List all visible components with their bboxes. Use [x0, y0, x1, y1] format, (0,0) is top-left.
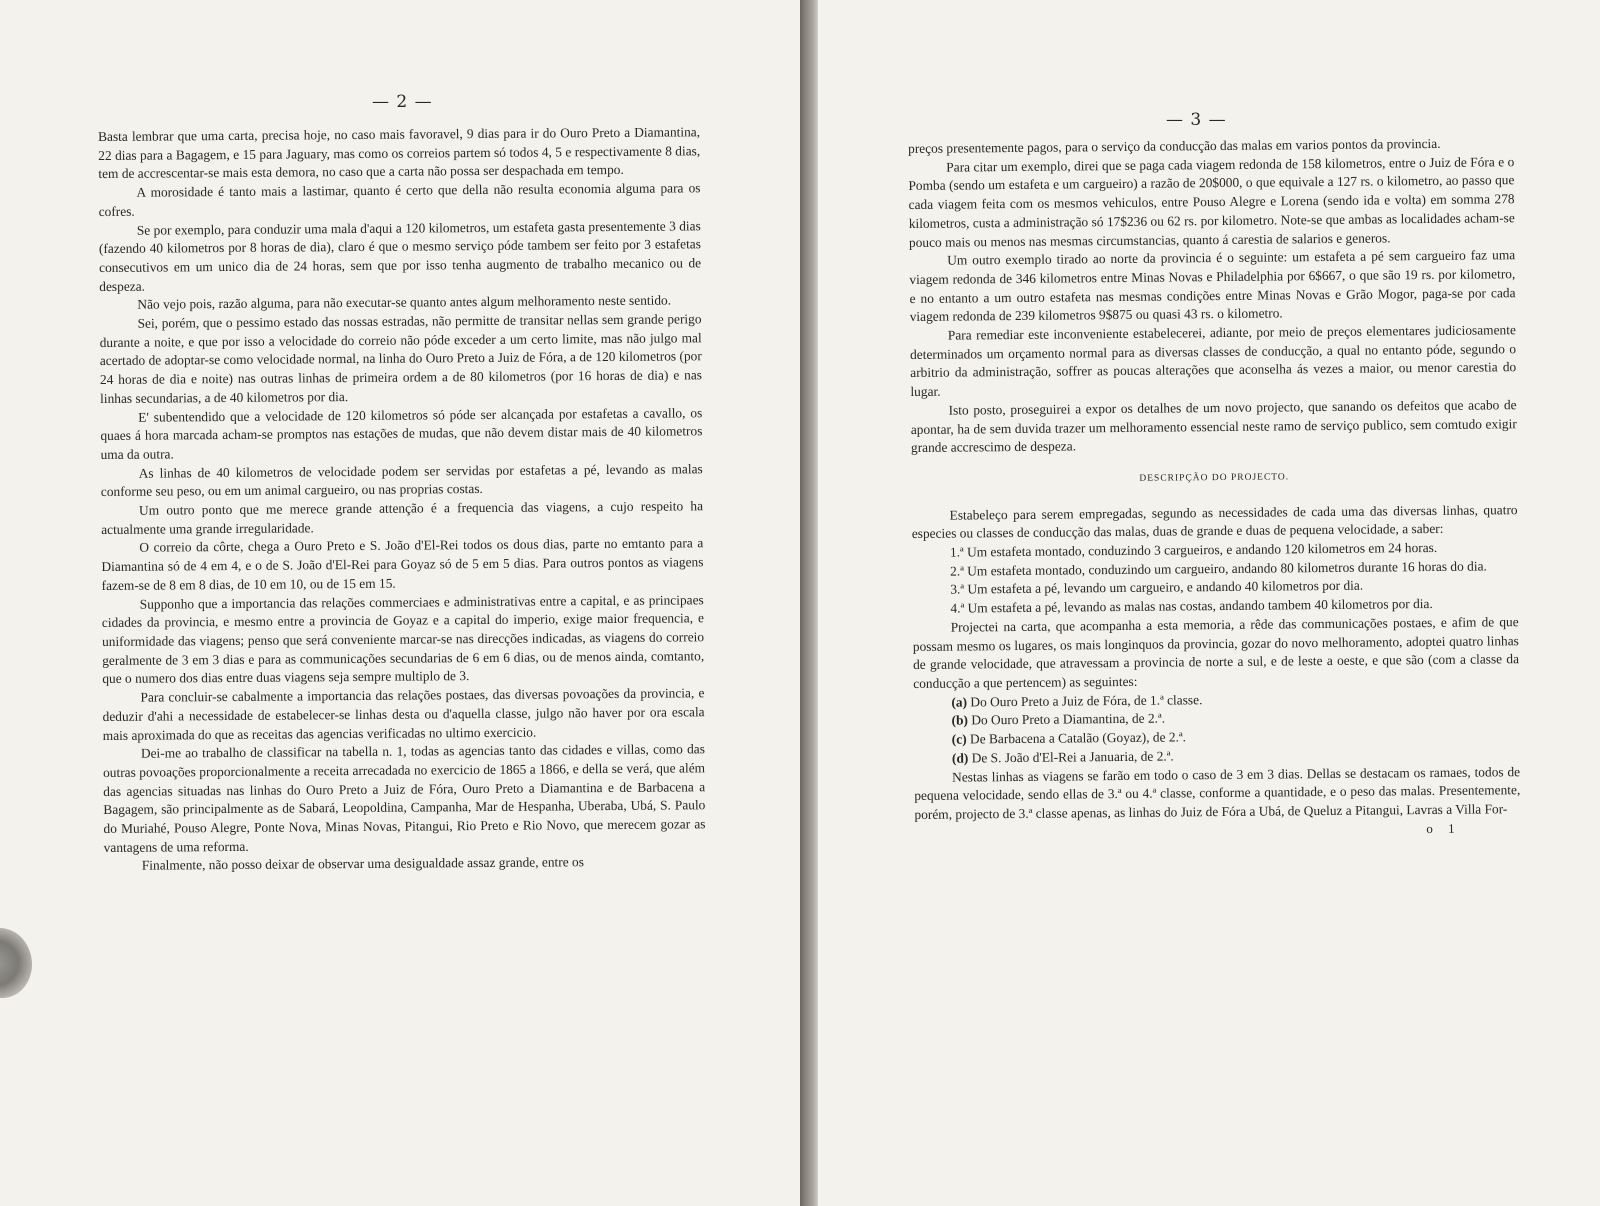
paper-damage-mark: [0, 928, 32, 998]
class-item: 1.ª Um estafeta montado, conduzindo 3 cargueiros, e andando 120 kilometros em 24 horas.: [949, 540, 1438, 560]
paragraph: A morosidade é tanto mais a lastimar, quanto é certo que della não resulta economia alguma para os cofres.: [98, 180, 701, 219]
left-page-text: [98, 123, 706, 876]
paragraph: Um outro ponto que me merece grande attenção é a frequencia das viagens, a cujo respeito ha actualmente uma grande irregularidade.: [101, 498, 704, 537]
section-heading: DESCRIPÇÃO DO PROJECTO.: [1139, 472, 1290, 484]
paragraph: Estabeleço para serem empregadas, segundo as necessidades de cada uma das diversas linhas, quatro especies ou classes de conducção das malas, duas de grande e duas de pequena velocidade, a saber:: [911, 501, 1518, 542]
paragraph: Finalmente, não posso deixar de observar uma desigualdade assaz grande, entre os: [141, 854, 584, 874]
paragraph: Se por exemplo, para conduzir uma mala d'aqui a 120 kilometros, um estafeta gasta presentemente 3 dias (fazendo 40 kilometros por 8 horas de dia), claro é que o mesmo serviço póde tambem ser feito por 3 estafetas consecutivos em um unico dia de 24 horas, sem que por isso tenha augmento de trabalho mecanico ou de despeza.: [98, 217, 702, 294]
sheet-number: o 1: [1426, 820, 1461, 836]
book-gutter: [800, 0, 818, 1206]
right-page: [818, 0, 1600, 1206]
paragraph: Um outro exemplo tirado ao norte da provincia é o seguinte: um estafeta a pé sem cargueiro faz uma viagem redonda de 346 kilometros entre Minas Novas e Philadelphia por 6$667, o que são 19 rs. por kilometro, e no entanto a um outro estafeta nas mesmas condições entre Minas Novas e Grão Mogor, paga-se por cada viagem redonda de 239 kilometros 9$875 ou quasi 43 rs. o kilometro.: [909, 247, 1516, 325]
line-marker: (c): [951, 731, 967, 747]
class-item: 2.ª Um estafeta montado, conduzindo um cargueiro, andando 80 kilometros durante 16 horas do dia.: [950, 558, 1487, 579]
paragraph: O correio da côrte, chega a Ouro Preto e S. João d'El-Rei todos os dous dias, parte no emtanto para a Diamantina só de 4 em 4, e o de S. João d'El-Rei para Goyaz só de 5 em 5 dias. Para outros pontos as viagens fazem-se de 8 em 8 dias, de 10 em 10, ou de 15 em 15.: [101, 535, 704, 593]
paragraph: Não vejo pois, razão alguma, para não executar-se quanto antes algum melhoramento neste sentido.: [137, 292, 672, 313]
line-text: Do Ouro Preto a Diamantina, de 2.ª.: [971, 710, 1166, 728]
paragraph: Dei-me ao trabalho de classificar na tabella n. 1, todas as agencias tanto das cidades e villas, como das outras povoações proporcionalmente a receita arrecadada no exercicio de 1865 a 1866, e della se verá, que além das agencias situadas nas linhas do Ouro Preto a Juiz de Fóra, Ouro Preto a Diamantina e de Barbacena a Bagagem, são principalmente as de Sabará, Leopoldina, Campanha, Mar de Hespanha, Uberaba, Ubá, S. Paulo do Muriahé, Pouso Alegre, Ponte Nova, Minas Novas, Pitangui, Rio Preto e Rio Novo, que merecem gozar as vantagens de uma reforma.: [103, 741, 706, 855]
paragraph: Supponho que a importancia das relações commerciaes e administrativas entre a capital, e as principaes cidades da provincia, e mesmo entre a provincia de Goyaz e a capital do imperio, exige maior frequencia, e uniformidade das viagens; penso que será conveniente marcar-se nas direcções indicadas, as viagens do correio geralmente de 3 em 3 dias e para as communicações secundarias de 6 em 6 dias, ou de menos ainda, comtanto, que o numero dos dias entre duas viagens seja sempre multiplo de 3.: [101, 591, 705, 687]
line-text: De S. João d'El-Rei a Januaria, de 2.ª.: [971, 748, 1174, 766]
paragraph: Nestas linhas as viagens se farão em todo o caso de 3 em 3 dias. Dellas se destacam os ramaes, todos de pequena velocidade, sendo ellas de 3.ª ou 4.ª classe, conforme a quantidade, e o peso das malas. Presentemente, porém, projecto de 3.ª classe apenas, as linhas do Juiz de Fóra a Ubá, de Queluz a Pitangui, Lavras a Villa For-: [914, 763, 1521, 822]
line-text: Do Ouro Preto a Juiz de Fóra, de 1.ª classe.: [970, 691, 1203, 710]
line-text: De Barbacena a Catalão (Goyaz), de 2.ª.: [969, 729, 1187, 747]
paragraph: preços presentemente pagos, para o serviço da conducção das malas em varios pontos da provincia.: [908, 135, 1441, 156]
class-item: 3.ª Um estafeta a pé, levando um cargueiro, e andando 40 kilometros por dia.: [950, 578, 1364, 598]
right-page-text: [908, 134, 1521, 843]
paragraph: E' subentendido que a velocidade de 120 kilometros só póde ser alcançada por estafetas a cavallo, os quaes á hora marcada acham-se promptos nas estações de mudas, que não devem distar mais de 40 kilometros uma da outra.: [100, 404, 703, 462]
line-marker: (a): [951, 694, 968, 710]
paragraph: Para citar um exemplo, direi que se paga cada viagem redonda de 158 kilometros, entre o Juiz de Fóra e o Pomba (sendo um estafeta e um cargueiro) a razão de 20$000, o que equivale a 127 rs. o kilometro, ao passo que cada viagem feita com os mesmos vehiculos, entre Pouso Alegre e Lorena (sendo ida e volta) em somma 278 kilometros, custa a administração só 17$236 ou 62 rs. por kilometro. Note-se que ambas as localidades acham-se pouco mais ou menos nas mesmas circumstancias, quanto á carestia de salarios e generos.: [908, 153, 1515, 250]
line-marker: (b): [951, 712, 969, 728]
paragraph: Projectei na carta, que acompanha a esta memoria, a rêde das communicações postaes, e afim de que possam mesmo os lugares, os mais longinquos da provincia, gozar do novo melhoramento, adoptei quatro linhas de grande velocidade, que atravessam a provincia de norte a sul, e de leste a oeste, e que são (com a classe da conducção a que pertencem) as seguintes:: [912, 614, 1520, 691]
page-number: — 3 —: [1166, 110, 1227, 130]
line-marker: (d): [951, 750, 969, 766]
paragraph: Para concluir-se cabalmente a importancia das relações postaes, das diversas povoações da provincia, e deduzir d'ahi a necessidade de estabelecer-se linhas desta ou d'aquella classe, julgo não haver por ora escala mais aproximada do que as receitas das agencias verificadas no ultimo exercicio.: [102, 685, 705, 743]
paragraph: Para remediar este inconveniente estabelecerei, adiante, por meio de preços elementares judiciosamente determinados um orçamento normal para as diversas classes de conducção, a qual no entanto póde, segundo o arbitrio da administração, soffrer as poucas alterações que aconselha ás vezes a maior, ou menor carestia do lugar.: [909, 322, 1517, 400]
paragraph: Basta lembrar que uma carta, precisa hoje, no caso mais favoravel, 9 dias para ir do Ouro Preto a Diamantina, 22 dias para a Bagagem, e 15 para Jaguary, mas como os correios partem só todos 4, 5 e respectivamente 8 dias, tem de accrescentar-se mais esta demora, no caso que a carta não possa ser despachada em tempo.: [98, 124, 701, 182]
page-number: — 2 —: [372, 92, 433, 112]
paragraph: Isto posto, proseguirei a expor os detalhes de um novo projecto, que sanando os defeitos que acabo de apontar, ha de sem duvida trazer um melhoramento essencial neste ramo de serviço publico, sem comtudo exigir grande accrescimo de despeza.: [910, 397, 1517, 456]
class-item: 4.ª Um estafeta a pé, levando as malas nas costas, andando tambem 40 kilometros por dia.: [950, 596, 1433, 616]
paragraph: Sei, porém, que o pessimo estado das nossas estradas, não permitte de transitar nellas sem grande perigo durante a noite, e que por isso a velocidade do correio não póde exceder a um certo limite, mas não julgo mal acertado de adoptar-se como velocidade normal, na linha do Ouro Preto a Juiz de Fóra, a de 120 kilometros (por 24 horas de dia e noite) nas outras linhas de primeira ordem a de 80 kilometros (por 16 horas de dia) e nas linhas secundarias, a de 40 kilometros por dia.: [99, 311, 703, 406]
paragraph: As linhas de 40 kilometros de velocidade podem ser servidas por estafetas a pé, levando as malas conforme seu peso, ou em um animal cargueiro, ou nas proprias costas.: [100, 460, 703, 500]
